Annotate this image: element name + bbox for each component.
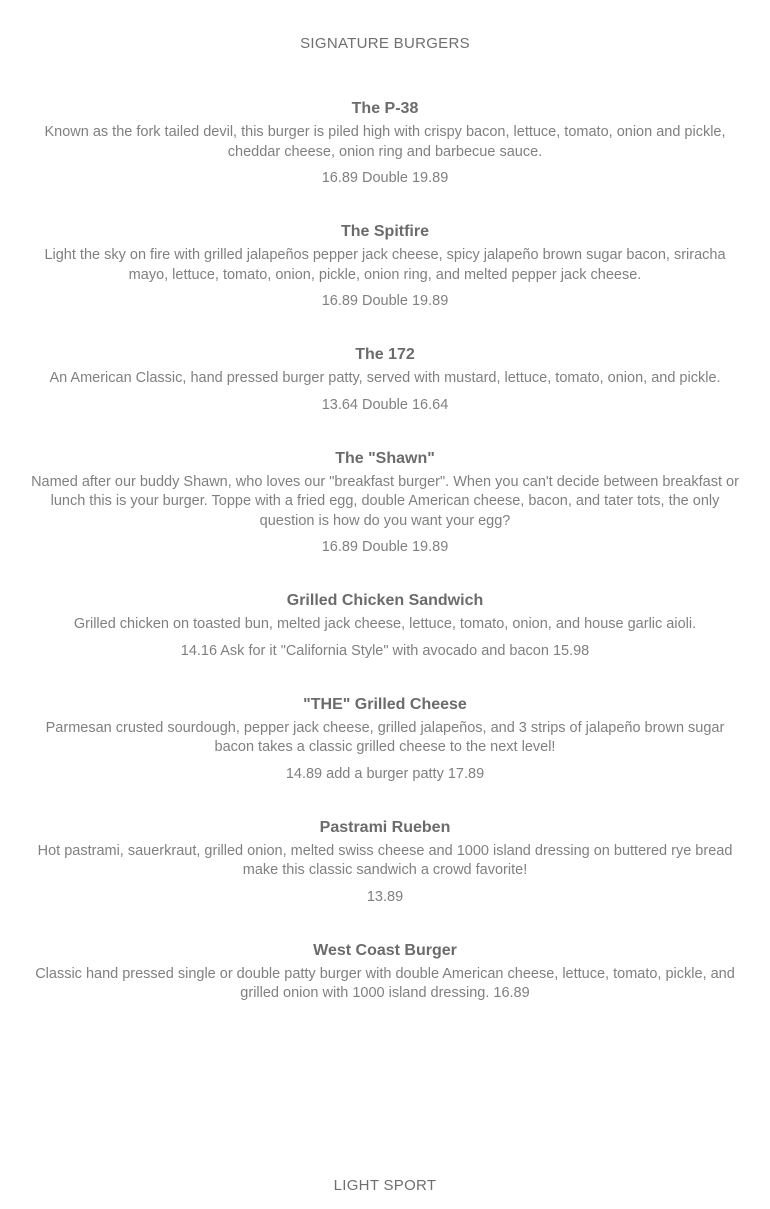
menu-item (30, 940, 740, 1004)
item-price: 16.89 Double 19.89 (321, 170, 449, 186)
item-description: An American Classic, hand pressed burger patty, served with mustard, lettuce, tomato, onion, and pickle. (49, 370, 721, 386)
item-name: Pastrami Rueben (319, 818, 451, 836)
menu-item (30, 590, 740, 661)
menu-item (30, 98, 740, 188)
item-price: 16.89 Double 19.89 (321, 293, 449, 309)
item-name: The "Shawn" (335, 449, 435, 467)
item-name: West Coast Burger (313, 941, 457, 959)
item-price: 13.64 Double 16.64 (321, 396, 449, 413)
item-description: Light the sky on fire with grilled jalapeños pepper jack cheese, spicy jalapeño brown sugar bacon, sriracha mayo, lettuce, tomato, onion, pickle, onion ring, and melted pepper jack cheese. (44, 247, 726, 283)
item-description: Known as the fork tailed devil, this burger is piled high with crispy bacon, lettuce, tomato, onion and pickle, cheddar cheese, onion ring and barbecue sauce. (44, 124, 726, 160)
section-heading: SIGNATURE BURGERS (300, 35, 470, 52)
menu-list (30, 98, 740, 1037)
item-description: Named after our buddy Shawn, who loves our "breakfast burger". When you can't decide between breakfast or lunch this is your burger. Toppe with a fried egg, double American cheese, bacon, and tater tots, the only question is how do you want your egg? (31, 473, 739, 529)
menu-item (30, 817, 740, 907)
menu-item (30, 344, 740, 415)
item-name: The Spitfire (340, 223, 429, 240)
menu-item (30, 221, 740, 311)
item-description: Grilled chicken on toasted bun, melted jack cheese, lettuce, tomato, onion, and house garlic aioli. (73, 616, 697, 632)
item-price: 13.89 (366, 888, 404, 905)
item-name: The P-38 (351, 100, 419, 117)
menu-item (30, 694, 740, 784)
item-description: Hot pastrami, sauerkraut, grilled onion, melted swiss cheese and 1000 island dressing on buttered rye bread make this classic sandwich a crowd favorite! (37, 842, 733, 878)
item-name: "THE" Grilled Cheese (303, 695, 467, 713)
menu-item (30, 448, 740, 558)
item-description: Classic hand pressed single or double patty burger with double American cheese, lettuce, tomato, pickle, and grilled onion with 1000 island dressing. 16.89 (35, 965, 735, 1001)
item-description: Parmesan crusted sourdough, pepper jack cheese, grilled jalapeños, and 3 strips of jalapeño brown sugar bacon takes a classic grilled cheese to the next level! (45, 719, 725, 755)
item-name: The 172 (355, 346, 415, 363)
item-name: Grilled Chicken Sandwich (286, 592, 484, 609)
next-section-heading: LIGHT SPORT (333, 1177, 437, 1194)
item-price: 16.89 Double 19.89 (321, 539, 449, 555)
item-price: 14.89 add a burger patty 17.89 (285, 765, 485, 782)
item-price: 14.16 Ask for it "California Style" with avocado and bacon 15.98 (180, 642, 590, 659)
